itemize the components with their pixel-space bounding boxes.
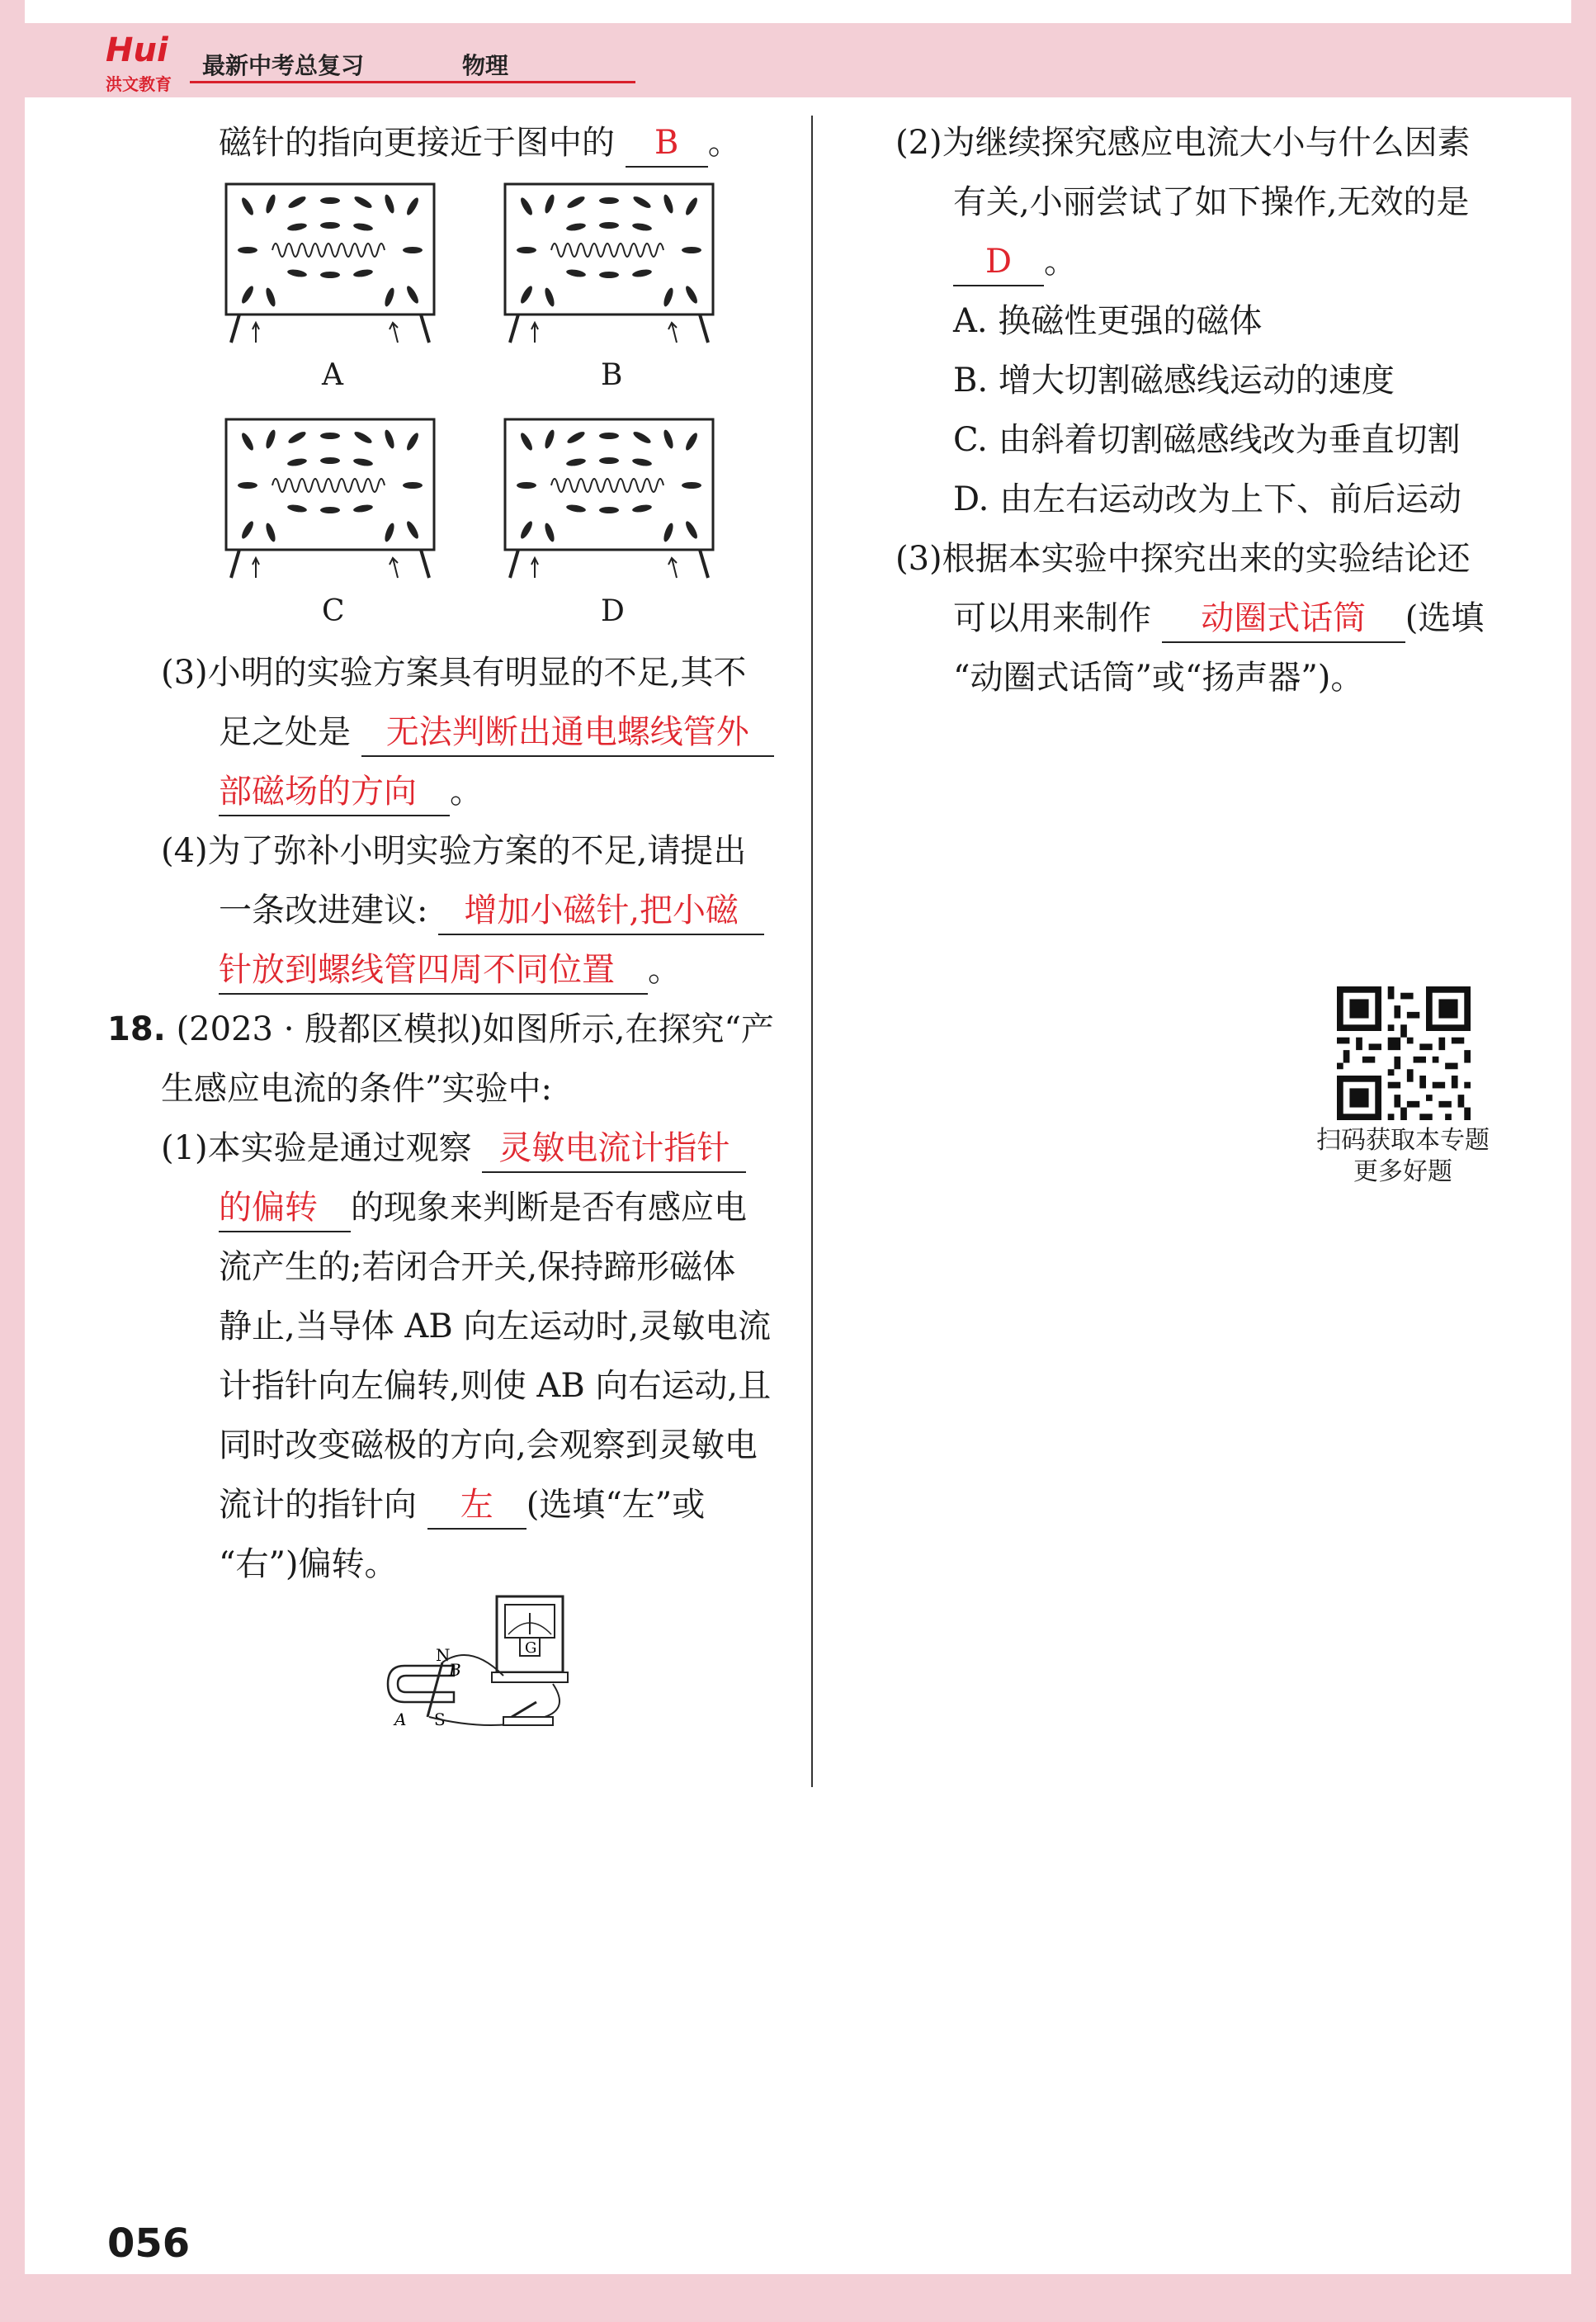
column-divider	[811, 116, 813, 1787]
q18-3-line3: “动圈式话筒”或“扬声器”)。	[953, 659, 1364, 697]
figure-label-D: D	[601, 594, 625, 628]
option-B: B. 增大切割磁感线运动的速度	[953, 362, 1395, 400]
figure-label-A: A	[322, 358, 343, 392]
q18-1-line8: “右”)偏转。	[219, 1545, 398, 1583]
book-title: 最新中考总复习	[202, 52, 365, 79]
galvanometer-label: G	[525, 1639, 537, 1657]
q17-3-line3: 部磁场的方向 。	[219, 763, 483, 821]
q18-1-line7: 流计的指针向 左 (选填“左”或	[219, 1476, 705, 1534]
q18-1-line4: 静止,当导体 AB 向左运动时,灵敏电流	[219, 1308, 772, 1345]
q17-3-line2: 足之处是 无法判断出通电螺线管外	[219, 703, 774, 761]
figure-D-drawing	[505, 419, 713, 578]
q17-4-line2: 一条改进建议: 增加小磁针,把小磁	[219, 882, 764, 939]
q18-2-line2: 有关,小丽尝试了如下操作,无效的是	[953, 183, 1470, 221]
answer-q17-3-part2: 部磁场的方向	[219, 768, 450, 816]
publisher-name: 洪文教育	[106, 74, 172, 94]
option-D: D. 由左右运动改为上下、前后运动	[953, 480, 1462, 518]
bottom-pink-band	[0, 2274, 1596, 2322]
page-number: 056	[107, 2220, 191, 2267]
answer-q18-1-part2: 的偏转	[219, 1185, 351, 1232]
qr-code[interactable]	[1337, 986, 1471, 1120]
header	[99, 31, 561, 92]
qr-caption: 扫码获取本专题 更多好题	[1316, 1126, 1490, 1186]
answer-q17-3-part1: 无法判断出通电螺线管外	[361, 709, 774, 757]
answer-q18-1-part1: 灵敏电流计指针	[482, 1125, 746, 1173]
induction-apparatus-figure	[380, 1593, 594, 1766]
figure-label-C: C	[322, 594, 345, 628]
label-N: N	[436, 1645, 451, 1665]
option-A: A. 换磁性更强的磁体	[953, 302, 1263, 340]
label-B: B	[449, 1660, 461, 1680]
q18-line2: 生感应电流的条件”实验中:	[161, 1070, 552, 1108]
q18-1-line2: 的偏转 的现象来判断是否有感应电	[219, 1179, 747, 1237]
q18-line1: 18. (2023 · 殷都区模拟)如图所示,在探究“产	[107, 1010, 774, 1048]
answer-B: B	[626, 120, 708, 168]
label-S: S	[434, 1710, 446, 1729]
q18-1-line5: 计指针向左偏转,则使 AB 向右运动,且	[219, 1367, 772, 1405]
answer-q17-4-part1: 增加小磁针,把小磁	[438, 887, 764, 935]
figure-C-drawing	[226, 419, 434, 578]
answer-q18-3: 动圈式话筒	[1162, 595, 1405, 643]
header-underline	[190, 81, 635, 83]
figure-label-B: B	[601, 358, 623, 392]
left-pink-band	[0, 0, 25, 2322]
q17-4-line1: (4)为了弥补小明实验方案的不足,请提出	[161, 832, 747, 870]
figure-A-drawing	[226, 184, 434, 343]
publisher-logo: Hui	[106, 31, 168, 69]
answer-q18-1-part3: 左	[427, 1482, 526, 1530]
compass-figures	[223, 177, 734, 640]
q18-1-line3: 流产生的;若闭合开关,保持蹄形磁体	[219, 1248, 736, 1286]
q18-2-line3: D 。	[953, 233, 1077, 291]
q17-4-line3: 针放到螺线管四周不同位置 。	[219, 941, 681, 999]
q18-3-line1: (3)根据本实验中探究出来的实验结论还	[895, 540, 1471, 578]
q18-2-line1: (2)为继续探究感应电流大小与什么因素	[895, 124, 1471, 162]
q17-3-line1: (3)小明的实验方案具有明显的不足,其不	[161, 654, 747, 692]
q18-1-line1: (1)本实验是通过观察 灵敏电流计指针	[161, 1119, 746, 1177]
subject-title: 物理	[462, 52, 509, 79]
label-A: A	[394, 1710, 407, 1729]
right-pink-band	[1571, 0, 1596, 2322]
figure-B-drawing	[505, 184, 713, 343]
q18-1-line6: 同时改变磁极的方向,会观察到灵敏电	[219, 1426, 758, 1464]
q18-3-line2: 可以用来制作 动圈式话筒 (选填	[953, 589, 1484, 647]
q18-number: 18.	[107, 1010, 166, 1048]
answer-q18-2: D	[953, 239, 1044, 286]
option-C: C. 由斜着切割磁感线改为垂直切割	[953, 421, 1461, 459]
q17-line-continued: 磁针的指向更接近于图中的 B 。	[219, 114, 741, 172]
answer-q17-4-part2: 针放到螺线管四周不同位置	[219, 947, 648, 995]
